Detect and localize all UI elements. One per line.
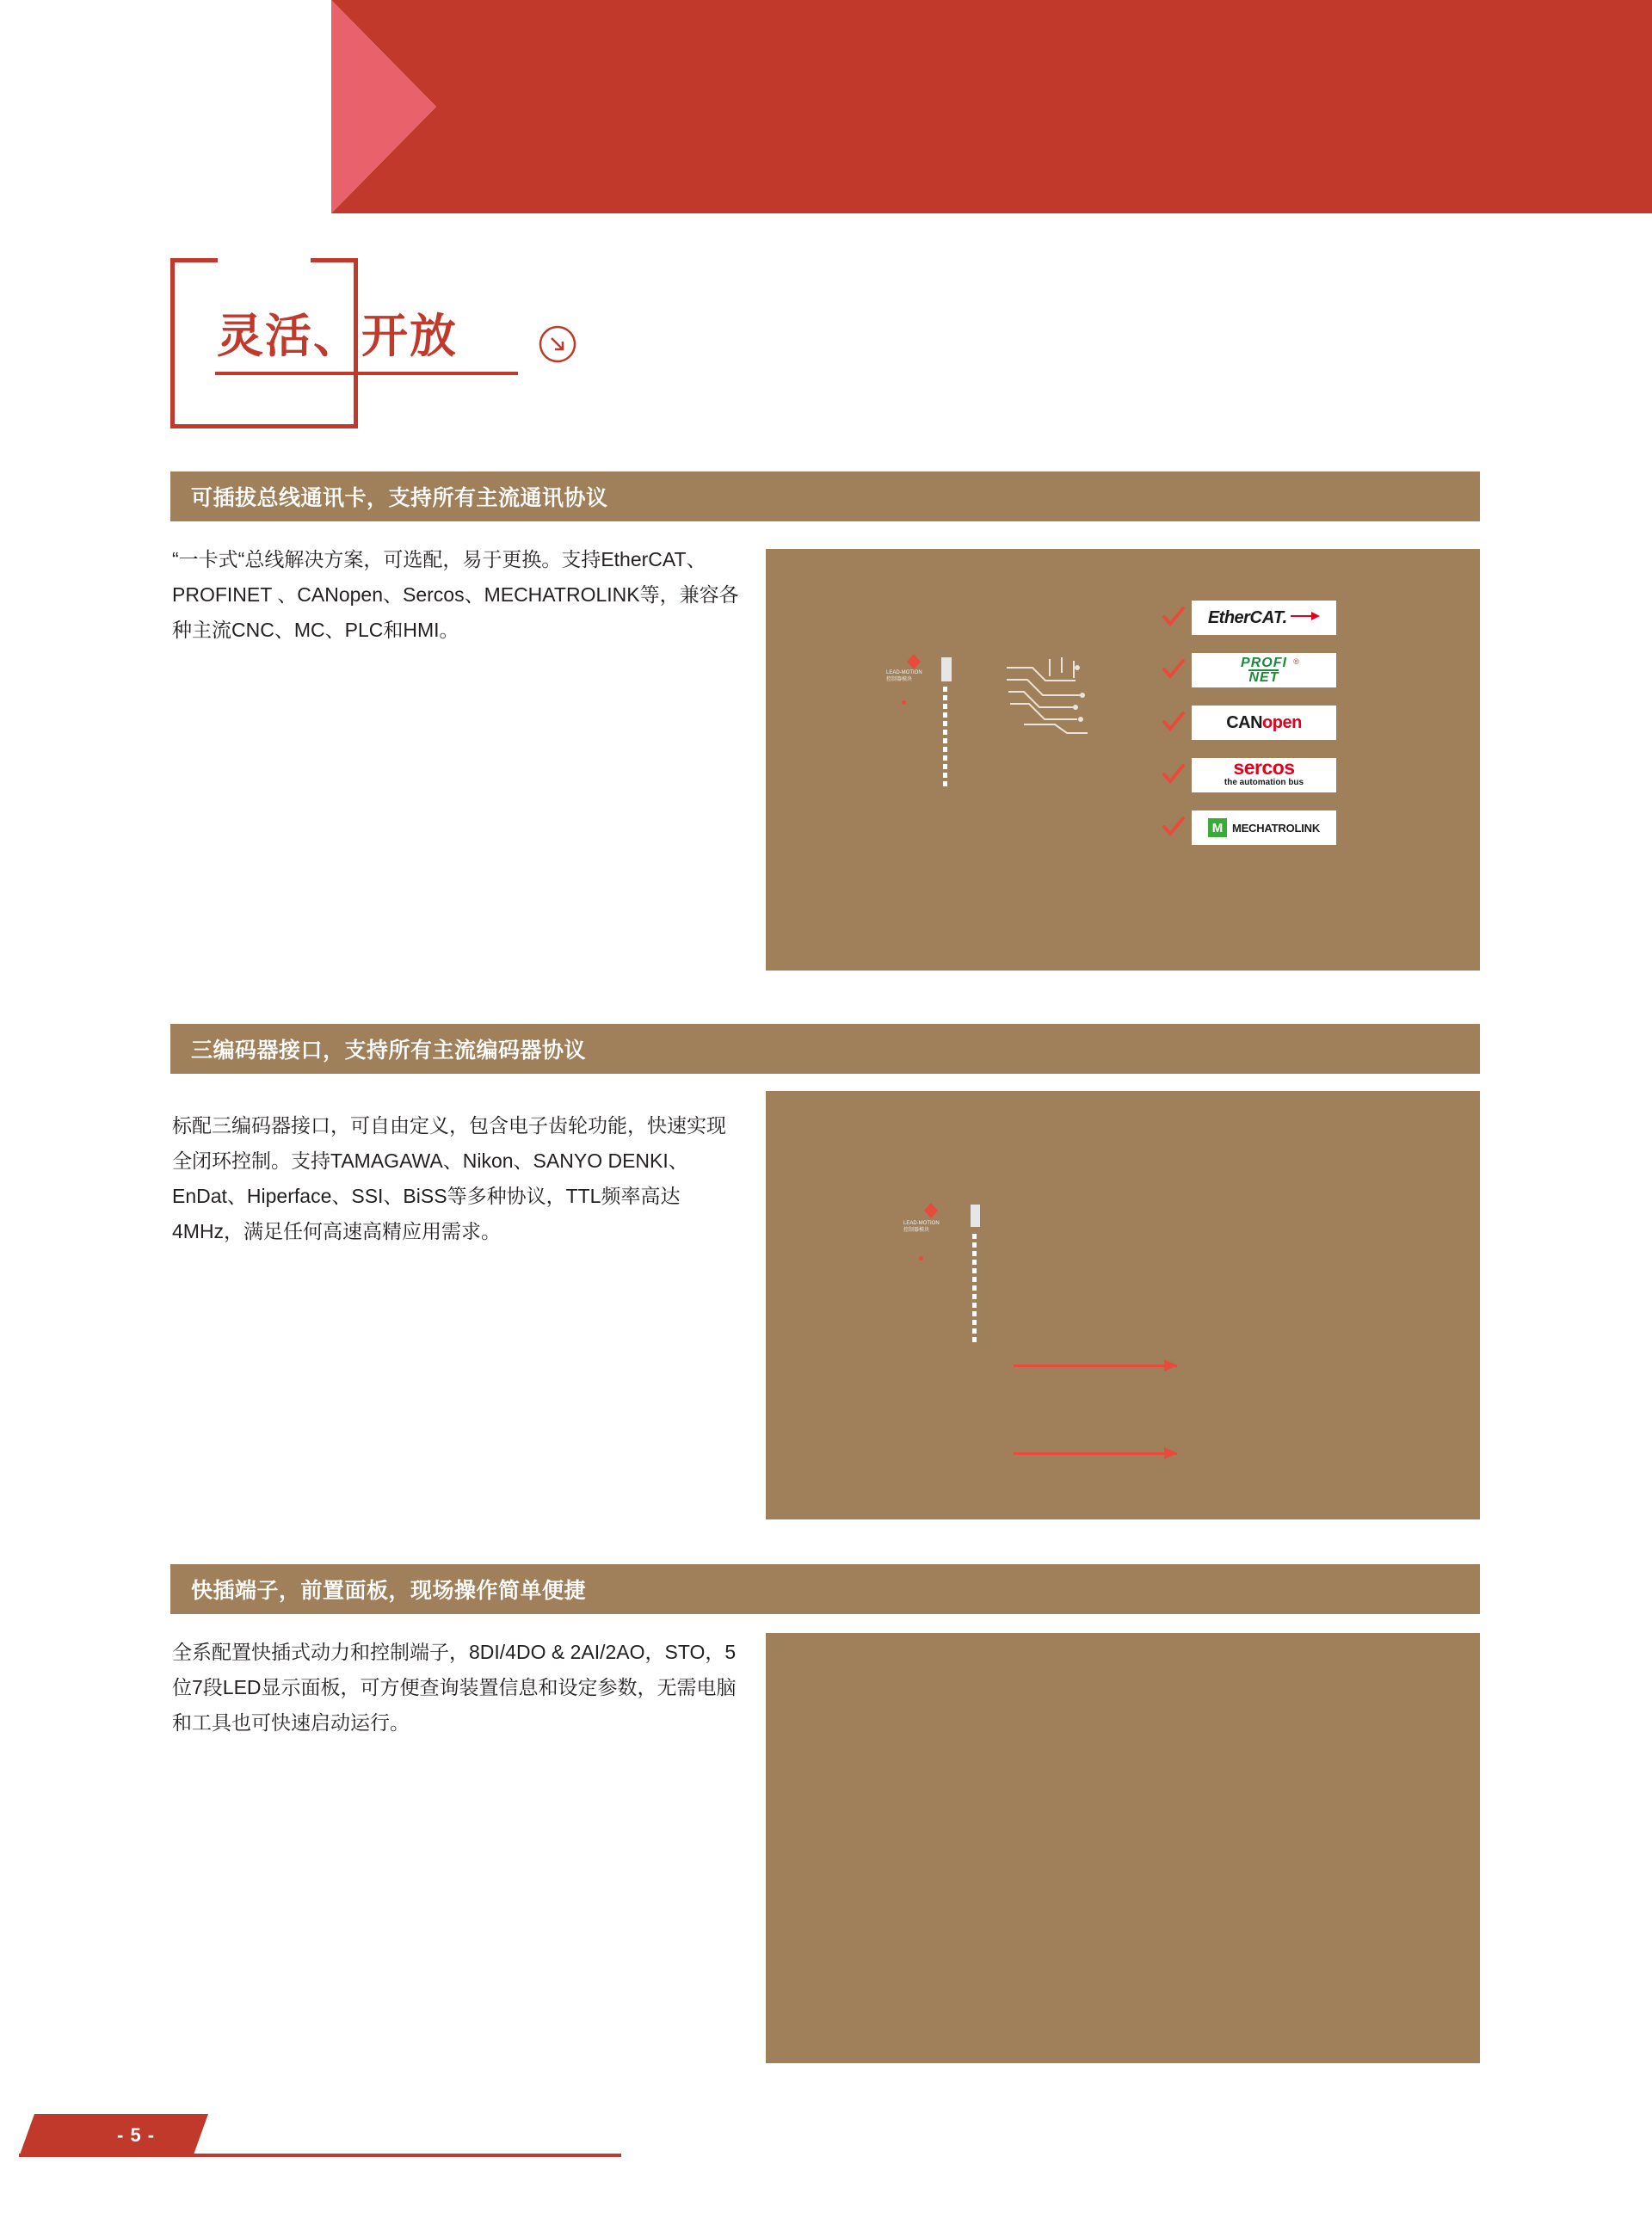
section-header-1 <box>170 471 1480 521</box>
logo-canopen <box>1192 706 1336 740</box>
section-1-image-panel <box>766 549 1480 971</box>
board-graphic-2 <box>903 1211 1127 1323</box>
board-marker-icon <box>924 1203 938 1218</box>
board-label-1: LEAD-MOTION 控制器模块 <box>886 670 922 682</box>
logo-mechatrolink <box>1192 810 1336 845</box>
logo-ethercat-text1: Ether <box>1207 607 1250 627</box>
check-icon <box>1162 711 1185 733</box>
check-icon <box>1162 763 1185 786</box>
logo-canopen-text1: CAN <box>1226 712 1263 732</box>
page-number: - 5 - <box>117 2124 156 2146</box>
section-3-image-panel <box>766 1633 1480 2063</box>
page-title: 灵活、开放 <box>217 311 458 362</box>
logo-profinet <box>1192 653 1336 687</box>
logo-profinet-mark: ® <box>1293 656 1299 666</box>
section-header-1-label: 可插拔总线通讯卡，支持所有主流通讯协议 <box>191 486 608 510</box>
title-underline <box>215 372 518 375</box>
down-right-arrow-icon <box>539 325 576 363</box>
logo-sercos-text2: the automation bus <box>1224 778 1304 787</box>
check-icon <box>1162 816 1185 838</box>
logo-canopen-text2: open <box>1262 712 1302 732</box>
protocol-logo-list <box>1192 601 1372 863</box>
section-body-1: “一卡式“总线解决方案，可选配，易于更换。支持EtherCAT、PROFINET 、CANopen、Sercos、MECHATROLINK等，兼容各种主流CNC、MC、PLC和HMI。 <box>172 548 739 641</box>
section-2-image-panel <box>766 1091 1480 1519</box>
top-banner <box>0 0 1652 213</box>
check-icon <box>1162 606 1185 628</box>
protocol-row-canopen <box>1192 706 1372 740</box>
protocol-row-profinet <box>1192 653 1372 687</box>
section-header-3-label: 快插端子，前置面板，现场操作简单便捷 <box>191 1579 587 1603</box>
pointer-arrow-1 <box>1014 1365 1177 1367</box>
footer <box>0 2114 654 2157</box>
logo-ethercat <box>1192 601 1336 635</box>
pcb-trace-icon <box>998 650 1101 745</box>
board-marker-icon <box>907 654 921 669</box>
section-header-2 <box>170 1024 1480 1074</box>
protocol-row-mechatrolink <box>1192 810 1372 845</box>
section-body-2: 标配三编码器接口，可自由定义，包含电子齿轮功能，快速实现全闭环控制。支持TAMAGAWA、Nikon、SANYO DENKI、EnDat、Hiperface、SSI、BiSS等多种协议，TTL频率高达4MHz，满足任何高速高精应用需求。 <box>172 1114 726 1242</box>
ethercat-arrow-icon <box>1291 610 1320 620</box>
board-graphic-1 <box>886 661 1119 764</box>
logo-mechatrolink-text: MECHATROLINK <box>1231 821 1321 835</box>
logo-sercos-text1: sercos <box>1233 758 1295 779</box>
pointer-arrow-2 <box>1014 1452 1177 1455</box>
section-body-3: 全系配置快插式动力和控制端子，8DI/4DO & 2AI/2AO，STO，5位7段LED显示面板，可方便查询装置信息和设定参数，无需电脑和工具也可快速启动运行。 <box>172 1641 737 1734</box>
logo-ethercat-text2: CAT. <box>1249 607 1288 627</box>
banner-red-shape <box>331 0 1652 213</box>
logo-mechatrolink-mark: M <box>1208 818 1227 837</box>
check-icon <box>1162 658 1185 681</box>
board-label-2: LEAD-MOTION 控制器模块 <box>903 1221 940 1233</box>
logo-sercos <box>1192 758 1336 792</box>
footer-badge <box>19 2114 208 2157</box>
protocol-row-ethercat <box>1192 601 1372 635</box>
logo-profinet-text1: PROFI <box>1241 655 1287 670</box>
section-header-3 <box>170 1564 1480 1614</box>
protocol-row-sercos <box>1192 758 1372 792</box>
logo-profinet-text2: NET <box>1248 669 1279 685</box>
section-header-2-label: 三编码器接口，支持所有主流编码器协议 <box>191 1038 587 1063</box>
